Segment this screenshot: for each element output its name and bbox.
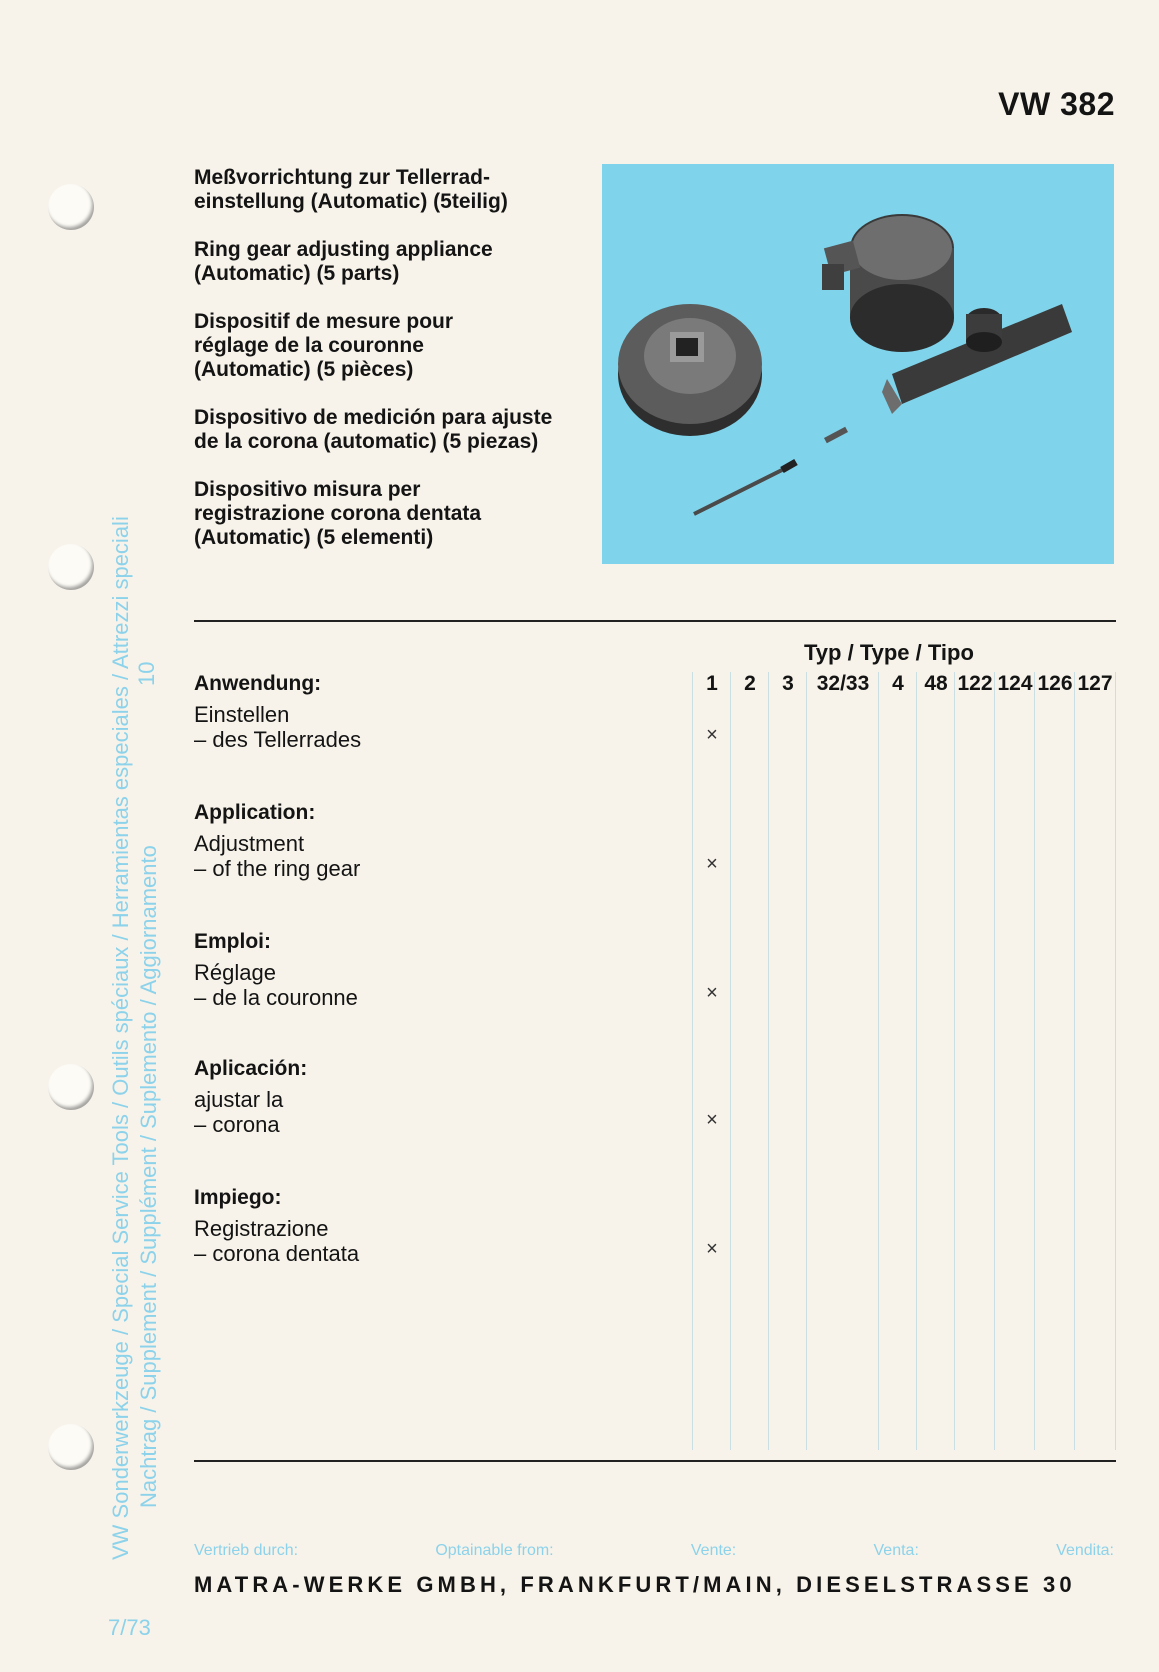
type-columns [692, 672, 1116, 1450]
side-number: 10 [134, 661, 159, 686]
binder-hole [48, 1064, 94, 1110]
title-line: réglage de la couronne [194, 334, 424, 357]
applicable-mark: × [706, 982, 718, 1004]
side-date: 7/73 [108, 1615, 151, 1640]
type-column [768, 672, 807, 1450]
type-column-label: 126 [1037, 672, 1073, 695]
type-column-label: 48 [924, 672, 948, 695]
type-column [692, 672, 731, 1450]
type-column [994, 672, 1035, 1450]
title-line: de la corona (automatic) (5 piezas) [194, 430, 539, 453]
tool-titles [194, 166, 594, 574]
gauge-cylinder-image [822, 214, 954, 352]
applicable-mark: × [706, 1238, 718, 1260]
type-column [730, 672, 769, 1450]
type-column [878, 672, 917, 1450]
section-italian [194, 1186, 359, 1266]
divider-top [194, 620, 1116, 622]
section-french [194, 930, 358, 1010]
type-column-label: 2 [744, 672, 756, 695]
type-heading: Typ / Type / Tipo [804, 640, 974, 665]
pin-image [824, 427, 848, 444]
title-line: (Automatic) (5 elementi) [194, 526, 434, 549]
section-line: Einstellen [194, 702, 290, 727]
section-line: Réglage [194, 960, 276, 985]
title-line: registrazione corona dentata [194, 502, 482, 525]
type-column [1034, 672, 1075, 1450]
title-line: (Automatic) (5 parts) [194, 262, 400, 285]
applicable-mark: × [706, 724, 718, 746]
section-line: – de la couronne [194, 985, 358, 1010]
footer-label: Vertrieb durch: [194, 1542, 299, 1559]
title-italian [194, 478, 594, 550]
section-heading: Anwendung: [194, 672, 322, 695]
type-column-label: 124 [997, 672, 1033, 695]
type-column-label: 3 [782, 672, 794, 695]
title-line: (Automatic) (5 pièces) [194, 358, 414, 381]
footer-label: Vendita: [1056, 1542, 1114, 1559]
product-photo [602, 164, 1114, 564]
footer-label: Venta: [873, 1542, 919, 1559]
footer-labels [194, 1542, 1114, 1560]
footer-label: Optainable from: [435, 1542, 554, 1559]
title-spanish [194, 406, 594, 454]
section-heading: Emploi: [194, 930, 271, 953]
section-german [194, 672, 361, 752]
binder-hole [48, 544, 94, 590]
section-english [194, 801, 360, 881]
section-heading: Application: [194, 801, 316, 824]
section-line: – corona [194, 1112, 280, 1137]
title-line: einstellung (Automatic) (5teilig) [194, 190, 508, 213]
title-line: Dispositif de mesure pour [194, 310, 454, 333]
section-line: Adjustment [194, 831, 305, 856]
type-column [916, 672, 955, 1450]
section-line: – of the ring gear [194, 856, 361, 881]
title-line: Ring gear adjusting appliance [194, 238, 493, 261]
footer-label: Vente: [690, 1542, 737, 1559]
title-line: Dispositivo de medición para ajuste [194, 406, 553, 429]
applicable-mark: × [706, 853, 718, 875]
type-column-label: 127 [1077, 672, 1113, 695]
title-english [194, 238, 594, 286]
binder-hole [48, 1424, 94, 1470]
title-german [194, 166, 594, 214]
probe-image [694, 462, 796, 514]
type-column-label: 4 [892, 672, 904, 695]
type-column [954, 672, 995, 1450]
applicable-mark: × [706, 1109, 718, 1131]
section-line: ajustar la [194, 1087, 284, 1112]
section-line: – des Tellerrades [194, 727, 362, 752]
type-column-label: 122 [957, 672, 993, 695]
title-line: Dispositivo misura per [194, 478, 421, 501]
section-spanish [194, 1057, 307, 1137]
side-supplement: Nachtrag / Supplement / Supplément / Suplemento / Aggiornamento [136, 845, 161, 1508]
tool-illustration [602, 164, 1114, 564]
side-title: VW Sonderwerkzeuge / Special Service Tools / Outils spéciaux / Herramientas especiales / Attrezzi speciali [108, 516, 133, 1560]
type-column [806, 672, 879, 1450]
type-column-label: 1 [706, 672, 718, 695]
type-column [1074, 672, 1116, 1450]
binder-hole [48, 184, 94, 230]
title-french [194, 310, 594, 382]
section-heading: Impiego: [194, 1186, 282, 1209]
section-line: – corona dentata [194, 1241, 360, 1266]
divider-bottom [194, 1460, 1116, 1462]
footer-company: MATRA-WERKE GMBH, FRANKFURT/MAIN, DIESELSTRASSE 30 [194, 1572, 1076, 1597]
title-line: Meßvorrichtung zur Tellerrad- [194, 166, 490, 189]
type-column-label: 32/33 [816, 672, 870, 695]
ring-nut-image [618, 304, 762, 436]
document-code: VW 382 [998, 86, 1115, 122]
section-heading: Aplicación: [194, 1057, 308, 1080]
section-line: Registrazione [194, 1216, 329, 1241]
